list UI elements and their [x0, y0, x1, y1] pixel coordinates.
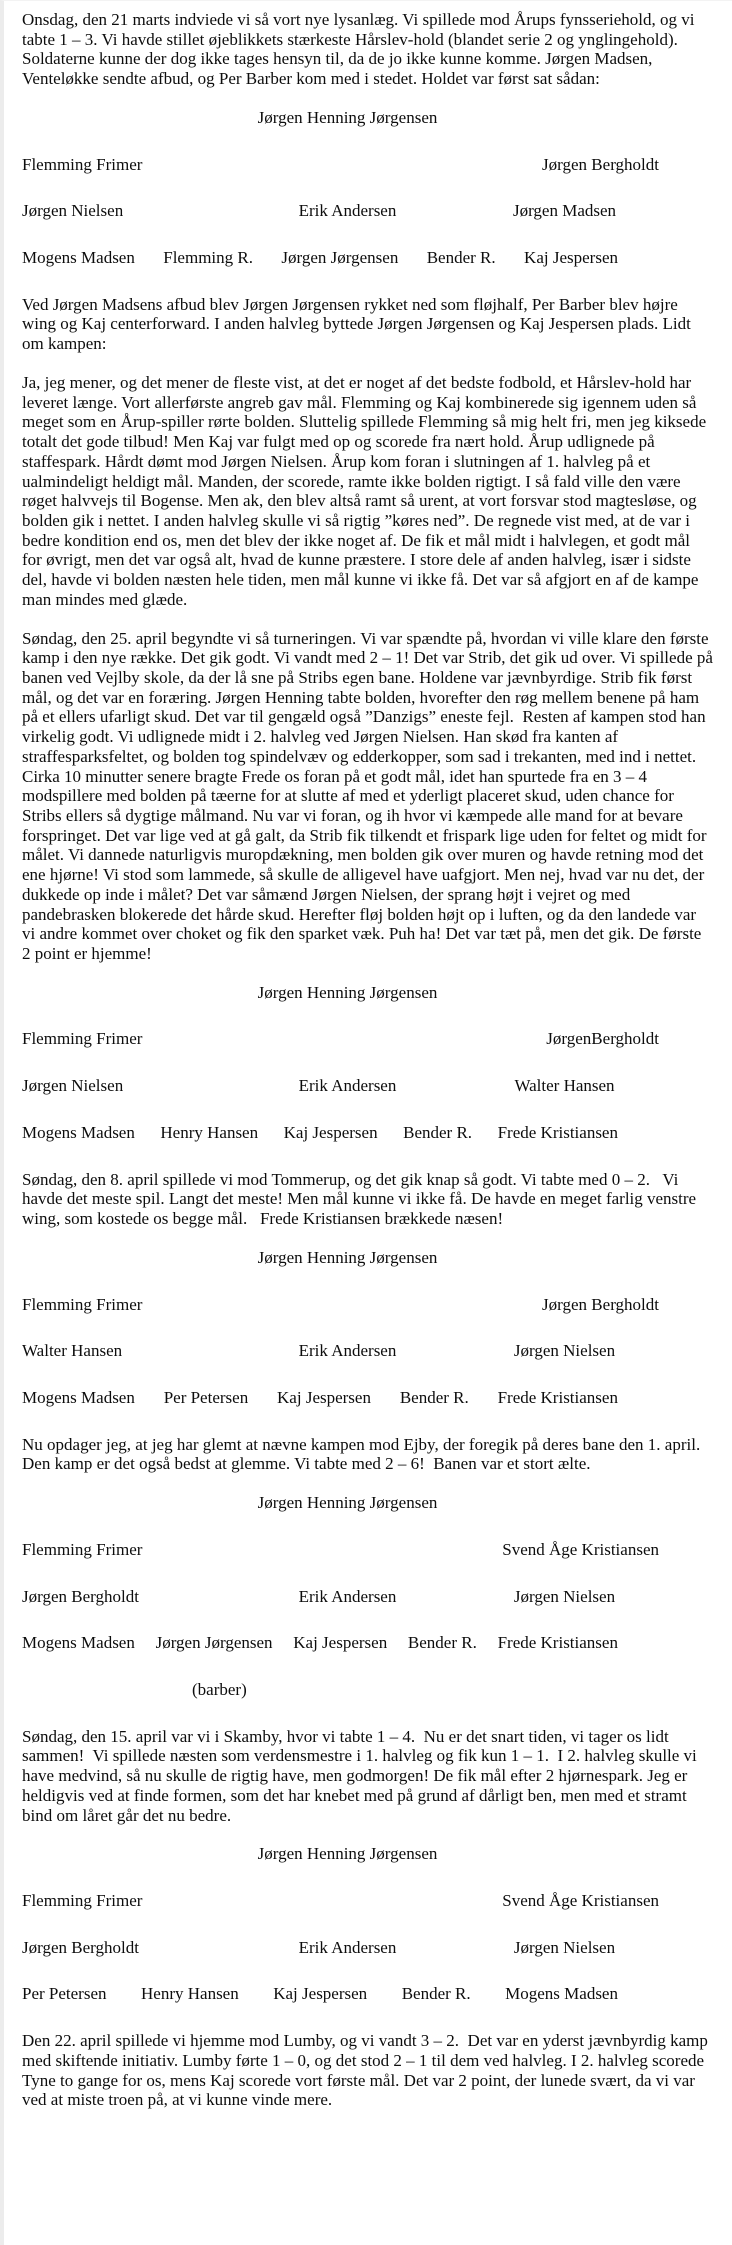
player-forward-1: Mogens Madsen — [22, 1122, 135, 1142]
player-goalkeeper: Jørgen Henning Jørgensen — [257, 1844, 438, 1864]
player-forward-2: Henry Hansen — [141, 1984, 239, 2004]
goalkeeper-row — [22, 1493, 713, 1513]
goalkeeper-row — [22, 1844, 713, 1864]
paragraph-aarup-intro: Onsdag, den 21 marts indviede vi så vort nye lysanlæg. Vi spillede mod Årups fynsseriehold, og vi tabte 1 – 3. Vi havde stillet øjeblikkets stærkeste Hårslev-hold (blandet serie 2 og ynglingehold). Soldaterne kunne der dog ikke tages hensyn til, da de jo ikke kunne komme. Jørgen Madsen, Venteløkke sendte afbud, og Per Barber kom med i stedet. Holdet var først sat sådan: — [22, 10, 699, 89]
player-half-left: Jørgen Nielsen — [22, 1076, 124, 1096]
player-forward-4: Bender R. — [407, 1633, 477, 1653]
player-forward-4: Bender R. — [399, 1387, 469, 1407]
paragraph-lineup-changes: Ved Jørgen Madsens afbud blev Jørgen Jørgensen rykket ned som fløjhalf, Per Barber blev højre wing og Kaj centerforward. I anden halvleg byttede Jørgen Jørgensen og Kaj Jespersen plads. Lidt om kampen: — [22, 294, 696, 354]
backs-row — [22, 1540, 713, 1560]
player-forward-3: Kaj Jespersen — [293, 1633, 388, 1653]
team-lineup-skamby — [22, 1844, 713, 2004]
player-back-right: JørgenBergholdt — [546, 1029, 659, 1049]
team-lineup-tommerup — [22, 1248, 713, 1408]
player-back-left: Flemming Frimer — [22, 154, 143, 174]
player-forward-4: Bender R. — [426, 248, 496, 268]
player-forward-2: Per Petersen — [163, 1387, 249, 1407]
paragraph-strib-match-report: Søndag, den 25. april begyndte vi så turneringen. Vi var spændte på, hvordan vi ville klare den første kamp i den nye række. Det gik godt. Vi vandt med 2 – 1! Det var Strib, det gik ud over. Vi spillede på banen ved Vejlby skole, da der lå sne på Stribs egen bane. Holdene var jævnbyrdige. Strib fik først mål, og det var en foræring. Jørgen Henning tabte bolden, hvorefter den røg mellem benene på ham på et ellers ufarligt skud. Det var til gengæld også ”Danzigs” eneste fejl. Resten af kampen stod han virkelig godt. Vi udlignede midt i 2. halvleg ved Jørgen Nielsen. Han skød fra kanten af straffesparksfeltet, og bolden tog spindelvæv og edderkopper, som sad i trekanten, med ind i nettet. Cirka 10 minutter senere bragte Frede os foran på et godt mål, idet han spurtede fra en 3 – 4 modspillere med bolden på tæerne for at slutte af med et yderligt placeret skud, uden chance for Stribs ellers så dygtige målmand. Nu var vi foran, og ih hvor vi kæmpede alle mand for at bevare forspringet. Det var lige ved at gå galt, da Strib fik tilkendt et frispark lige uden for feltet og midt for målet. Vi dannede naturligvis muropdækning, men bolden gik over muren og havde retning mod det ene hjørne! Vi stod som lammede, så skulle de alligevel have uafgjort. Men nej, hvad var nu det, der dukkede op inde i målet? Det var såmænd Jørgen Nielsen, der sprang højt i vejret og med pandebrasken blokerede det hårde skud. Herefter fløj bolden højt op i luften, og da den landede var vi andre kommet over choket og fik den sparket væk. Puh ha! Det var tæt på, men det gik. De første 2 point er hjemme! — [22, 628, 718, 964]
team-lineup-ejby — [22, 1493, 713, 1700]
halfbacks-row — [22, 1076, 713, 1096]
player-forward-3: Kaj Jespersen — [273, 1984, 368, 2004]
forwards-row — [22, 1633, 713, 1653]
player-back-left: Flemming Frimer — [22, 1891, 143, 1910]
player-back-left: Flemming Frimer — [22, 1294, 143, 1314]
player-half-right: Jørgen Madsen — [512, 201, 617, 221]
halfbacks-row — [22, 201, 713, 221]
paragraph-ejby-match: Nu opdager jeg, at jeg har glemt at nævne kampen mod Ejby, der foregik på deres bane den 1. april. Den kamp er det også bedst at glemme. Vi tabte med 2 – 6! Banen var et stort ælte. — [22, 1434, 705, 1474]
player-half-left: Jørgen Bergholdt — [22, 1937, 139, 1957]
player-forward-5: Frede Kristiansen — [497, 1633, 618, 1653]
player-forward-2: Jørgen Jørgensen — [155, 1633, 273, 1653]
player-forward-1: Per Petersen — [22, 1984, 107, 2004]
player-half-right: Jørgen Nielsen — [513, 1586, 616, 1606]
paragraph-tommerup-match: Søndag, den 8. april spillede vi mod Tommerup, og det gik knap så godt. Vi tabte med 0 – 2. Vi havde det meste spil. Langt det meste! Men mål kunne vi ikke få. De havde en meget farlig venstre wing, som kostede os begge mål. Frede Kristiansen brækkede næsen! — [22, 1169, 701, 1229]
player-half-right: Jørgen Nielsen — [513, 1937, 616, 1957]
paragraph-skamby-match: Søndag, den 15. april var vi i Skamby, hvor vi tabte 1 – 4. Nu er det snart tiden, vi tager os lidt sammen! Vi spillede næsten som verdensmestre i 1. halvleg og fik kun 1 – 1. I 2. halvleg skulle vi have medvind, så nu skulle de rigtig have, men godmorgen! De fik mål efter 2 hjørnespark. Jeg er heldigvis ved at finde formen, som det har knebet med på grund af dårligt ben, men med et stramt bind om låret går det nu bedre. — [22, 1726, 702, 1825]
player-goalkeeper: Jørgen Henning Jørgensen — [257, 982, 438, 1002]
halfbacks-row — [22, 1341, 713, 1361]
goalkeeper-row — [22, 983, 713, 1003]
player-goalkeeper: Jørgen Henning Jørgensen — [257, 107, 438, 127]
paragraph-aarup-match-report: Ja, jeg mener, og det mener de fleste vist, at det er noget af det bedste fodbold, et Hårslev-hold har leveret længe. Vort allerførste angreb gav mål. Flemming og Kaj kombinerede sig igennem uden så meget som en Årup-spiller rørte bolden. Sluttelig spillede Flemming så mig helt fri, men jeg kiksede totalt det gode tilbud! Men Kaj var fulgt med op og scorede fra nært hold. Årup udlignede på staffespark. Hårdt dømt mod Jørgen Nielsen. Årup kom foran i slutningen af 1. halvleg på et ualmindeligt heldigt mål. Manden, der scorede, ramte ikke bolden rigtigt. I så fald ville den være røget halvvejs til Bogense. Men ak, den blev altså ramt så urent, at vort forsvar stod magtesløse, og bolden gik i nettet. I anden halvleg skulle vi så rigtig ”køres ned”. De regnede vist med, at de var i bedre kondition end os, men det blev der ikke noget af. De fik et mål midt i halvlegen, et godt mål for øvrigt, men det var også alt, hvad de kunne præstere. I store dele af anden halvleg, især i sidste del, havde vi bolden næsten hele tiden, men mål kunne vi ikke få. Det var så afgjort en af de kampe man mindes med glæde. — [22, 372, 711, 609]
player-forward-4: Bender R. — [403, 1122, 473, 1142]
player-half-center: Erik Andersen — [298, 1076, 397, 1096]
player-forward-3: Kaj Jespersen — [277, 1387, 371, 1407]
player-back-right: Svend Åge Kristiansen — [502, 1891, 659, 1910]
player-back-right: Jørgen Bergholdt — [542, 1294, 659, 1314]
player-forward-1: Mogens Madsen — [22, 1633, 135, 1653]
player-forward-1: Mogens Madsen — [22, 248, 135, 268]
player-half-center: Erik Andersen — [298, 1586, 397, 1606]
goalkeeper-row — [22, 108, 713, 128]
team-lineup-aarup — [22, 108, 713, 268]
forwards-row — [22, 1123, 713, 1143]
player-back-left: Flemming Frimer — [22, 1539, 143, 1559]
team-lineup-strib — [22, 983, 713, 1143]
player-back-left: Flemming Frimer — [22, 1029, 143, 1049]
player-half-center: Erik Andersen — [298, 201, 397, 221]
forwards-row — [22, 1388, 713, 1408]
backs-row — [22, 155, 713, 175]
forwards-row — [22, 1984, 713, 2004]
player-forward-3: Kaj Jespersen — [283, 1122, 378, 1142]
player-half-left: Walter Hansen — [22, 1341, 123, 1361]
player-forward-4: Bender R. — [401, 1984, 471, 2004]
player-half-left: Jørgen Nielsen — [22, 201, 124, 221]
player-half-right: Jørgen Nielsen — [513, 1341, 616, 1361]
player-half-center: Erik Andersen — [298, 1341, 397, 1361]
player-half-left: Jørgen Bergholdt — [22, 1586, 139, 1606]
lineup-note-barber: (barber) — [192, 1679, 247, 1699]
player-half-center: Erik Andersen — [298, 1937, 397, 1957]
player-forward-2: Henry Hansen — [160, 1122, 259, 1142]
player-forward-5: Frede Kristiansen — [497, 1122, 618, 1142]
paragraph-lumby-match: Den 22. april spillede vi hjemme mod Lumby, og vi vandt 3 – 2. Det var en yderst jævnbyrdig kamp med skiftende initiativ. Lumby førte 1 – 0, og det stod 2 – 1 til dem ved halvleg. I 2. halvleg scorede Tyne to gange for os, mens Kaj scorede vort første mål. Det var 2 point, der lunede svært, da vi var ved at miste troen på, at vi kunne vinde mere. — [22, 2031, 713, 2110]
forwards-row — [22, 248, 713, 268]
player-forward-5: Mogens Madsen — [505, 1984, 618, 2004]
player-half-right: Walter Hansen — [514, 1076, 615, 1096]
player-forward-1: Mogens Madsen — [22, 1387, 135, 1407]
player-forward-3: Jørgen Jørgensen — [281, 248, 399, 268]
backs-row — [22, 1295, 713, 1315]
halfbacks-row — [22, 1938, 713, 1958]
halfbacks-row — [22, 1587, 713, 1607]
player-forward-5: Kaj Jespersen — [524, 248, 618, 268]
goalkeeper-row — [22, 1248, 713, 1268]
player-forward-5: Frede Kristiansen — [497, 1387, 618, 1407]
player-back-right: Svend Åge Kristiansen — [502, 1539, 659, 1559]
backs-row — [22, 1891, 713, 1911]
player-forward-2: Flemming R. — [163, 248, 253, 268]
backs-row — [22, 1029, 713, 1049]
player-goalkeeper: Jørgen Henning Jørgensen — [257, 1493, 438, 1513]
player-back-right: Jørgen Bergholdt — [542, 154, 659, 174]
player-goalkeeper: Jørgen Henning Jørgensen — [257, 1247, 438, 1267]
